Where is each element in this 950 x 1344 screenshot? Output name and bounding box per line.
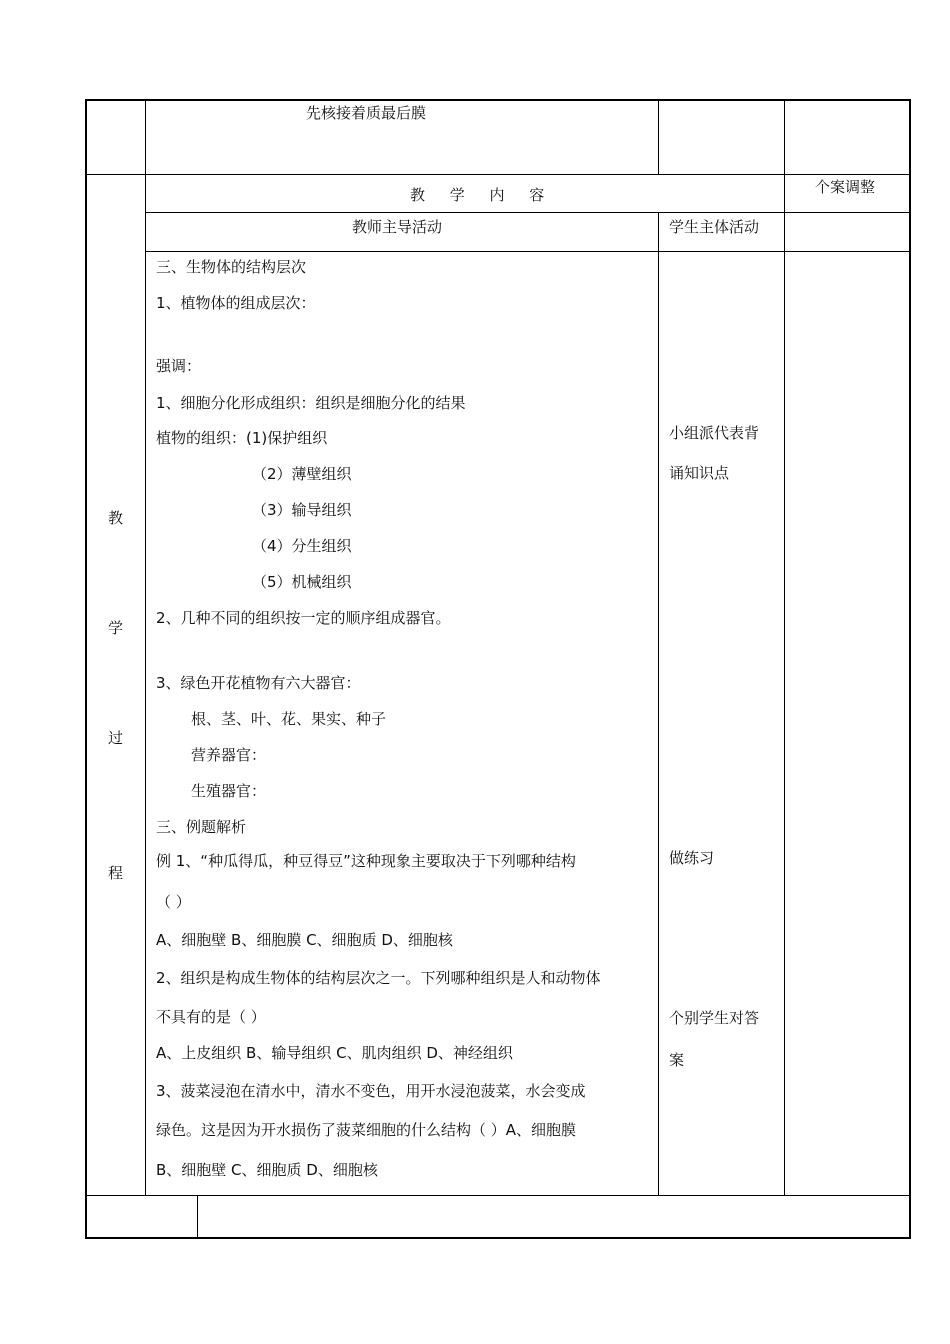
col-divider-b-top — [658, 99, 659, 175]
table-border-left — [85, 99, 87, 1239]
col-divider-a — [145, 99, 146, 1196]
student-line: 诵知识点 — [669, 464, 730, 482]
table-border-top — [85, 99, 911, 101]
teacher-line: 3、菠菜浸泡在清水中，清水不变色，用开水浸泡菠菜，水会变成 — [156, 1082, 586, 1100]
teacher-line: 2、几种不同的组织按一定的顺序组成器官。 — [156, 609, 451, 627]
student-activity-header: 学生主体活动 — [669, 218, 760, 236]
teacher-line: 三、例题解析 — [156, 818, 247, 836]
side-label-char: 教 — [108, 509, 124, 527]
row-divider-2 — [145, 212, 911, 213]
side-label-char: 程 — [108, 864, 124, 882]
teacher-line: （2）薄壁组织 — [252, 465, 352, 483]
col-divider-c — [784, 99, 785, 1196]
teacher-line: 生殖器官： — [191, 782, 267, 800]
student-line: 做练习 — [669, 849, 715, 867]
teacher-line: （ ） — [156, 893, 191, 911]
teacher-line: 三、生物体的结构层次 — [156, 258, 307, 276]
teacher-line: 营养器官： — [191, 746, 267, 764]
top-row-text: 先核接着质最后膜 — [306, 104, 427, 122]
teacher-line: 例 1、“种瓜得瓜，种豆得豆”这种现象主要取决于下列哪种结构 — [156, 852, 576, 870]
teacher-line: （5）机械组织 — [252, 573, 352, 591]
teacher-line: 强调： — [156, 357, 202, 375]
row-divider-4 — [85, 1195, 911, 1196]
teacher-line: 植物的组织：(1)保护组织 — [156, 429, 328, 447]
student-line: 小组派代表背 — [669, 424, 760, 442]
teacher-line: 不具有的是（ ） — [156, 1008, 266, 1026]
teacher-line: （4）分生组织 — [252, 537, 352, 555]
teacher-activity-header: 教师主导活动 — [352, 218, 443, 236]
teacher-line: （3）输导组织 — [252, 501, 352, 519]
teacher-line: 根、茎、叶、花、果实、种子 — [191, 710, 387, 728]
table-border-bottom — [85, 1237, 911, 1239]
row-divider-1 — [85, 174, 911, 175]
side-label-char: 过 — [108, 729, 124, 747]
teacher-line: 1、细胞分化形成组织：组织是细胞分化的结果 — [156, 394, 466, 412]
teacher-line: A、上皮组织 B、输导组织 C、肌肉组织 D、神经组织 — [156, 1044, 513, 1062]
teacher-line: 3、绿色开花植物有六大器官： — [156, 674, 361, 692]
teacher-line: 1、植物体的组成层次： — [156, 294, 316, 312]
teacher-line: B、细胞壁 C、细胞质 D、细胞核 — [156, 1161, 378, 1179]
teacher-line: 绿色。这是因为开水损伤了菠菜细胞的什么结构（ ）A、细胞膜 — [156, 1121, 577, 1139]
student-line: 案 — [669, 1051, 685, 1069]
teacher-line: 2、组织是构成生物体的结构层次之一。下列哪种组织是人和动物体 — [156, 969, 601, 987]
row-divider-3 — [145, 251, 911, 252]
col-divider-footer — [197, 1195, 198, 1238]
col-divider-b-main — [658, 212, 659, 1196]
table-border-right — [909, 99, 911, 1239]
side-label-char: 学 — [108, 619, 124, 637]
case-adjustment-title: 个案调整 — [815, 178, 876, 196]
teaching-content-title: 教 学 内 容 — [410, 186, 555, 204]
teacher-line: A、细胞壁 B、细胞膜 C、细胞质 D、细胞核 — [156, 931, 453, 949]
student-line: 个别学生对答 — [669, 1009, 760, 1027]
